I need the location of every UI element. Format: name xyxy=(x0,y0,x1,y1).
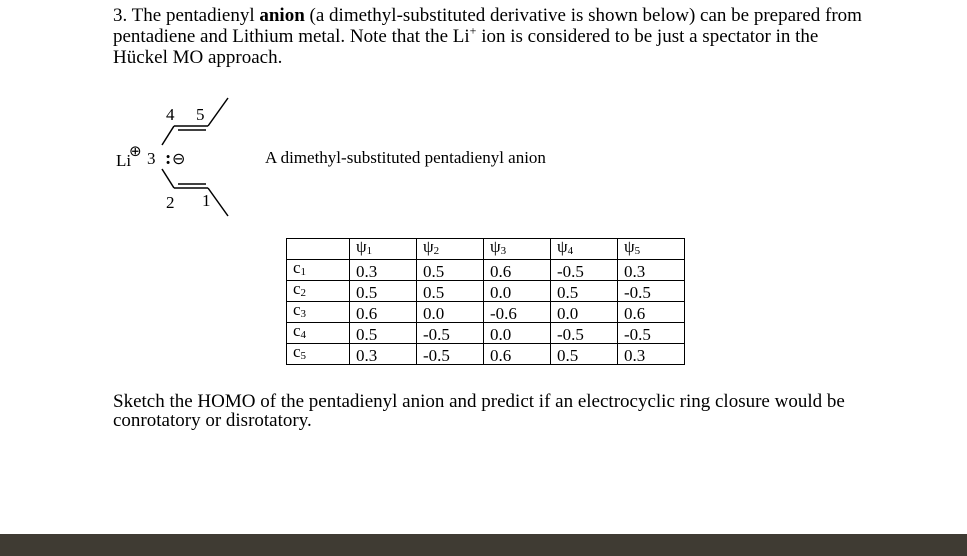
table-cell: 0.6 xyxy=(618,302,685,323)
bond-3-2 xyxy=(162,169,174,188)
table-cell: 0.5 xyxy=(551,281,618,302)
table-corner-cell xyxy=(287,239,350,260)
table-cell: 0.5 xyxy=(551,344,618,365)
table-cell: 0.6 xyxy=(484,344,551,365)
charge-superscript: + xyxy=(469,23,477,38)
question-text-end: ion is considered to be just a spectator in the Hückel MO approach. xyxy=(113,26,819,68)
table-cell: -0.5 xyxy=(417,344,484,365)
atom-label-4: 4 xyxy=(166,105,175,124)
followup-question: Sketch the HOMO of the pentadienyl anion and predict if an electrocyclic ring closure would be conrotatory or disrotatory. xyxy=(113,391,845,431)
column-header-psi-1: ψ1 xyxy=(350,239,417,260)
table-row-c4 xyxy=(287,323,685,344)
row-label-c2: c2 xyxy=(287,281,350,302)
table-cell: -0.6 xyxy=(484,302,551,323)
question-text-before: The pentadienyl xyxy=(131,5,255,26)
bond-5-methyl xyxy=(208,98,228,126)
question-bold-word: anion xyxy=(259,5,305,26)
table-cell: 0.0 xyxy=(484,281,551,302)
row-label-c5: c5 xyxy=(287,344,350,365)
table-cell: -0.5 xyxy=(618,323,685,344)
atom-label-1: 1 xyxy=(202,191,211,210)
table-cell: 0.3 xyxy=(618,260,685,281)
table-cell: 0.6 xyxy=(484,260,551,281)
table-cell: 0.5 xyxy=(350,281,417,302)
table-cell: 0.3 xyxy=(350,260,417,281)
column-header-psi-5: ψ5 xyxy=(618,239,685,260)
question-number: 3. xyxy=(113,5,128,26)
table-cell: -0.5 xyxy=(551,323,618,344)
table-cell: -0.5 xyxy=(551,260,618,281)
table-row-c5 xyxy=(287,344,685,365)
pentadienyl-anion-structure xyxy=(110,92,250,222)
table-header-row xyxy=(287,239,685,260)
table-cell: -0.5 xyxy=(618,281,685,302)
table-cell: 0.5 xyxy=(417,281,484,302)
structure-caption: A dimethyl-substituted pentadienyl anion xyxy=(265,148,546,167)
table-cell: 0.5 xyxy=(350,323,417,344)
atom-label-2: 2 xyxy=(166,193,175,212)
table-row-c2 xyxy=(287,281,685,302)
table-cell: 0.0 xyxy=(417,302,484,323)
atom-label-5: 5 xyxy=(196,105,205,124)
table-cell: 0.0 xyxy=(551,302,618,323)
table-row-c1 xyxy=(287,260,685,281)
positive-charge-icon: ⊕ xyxy=(129,142,142,160)
lone-pair-icon: : xyxy=(165,148,172,169)
table-cell: -0.5 xyxy=(417,323,484,344)
question-text xyxy=(113,5,873,68)
table-cell: 0.3 xyxy=(618,344,685,365)
table-cell: 0.6 xyxy=(350,302,417,323)
column-header-psi-2: ψ2 xyxy=(417,239,484,260)
table-row-c3 xyxy=(287,302,685,323)
table-cell: 0.3 xyxy=(350,344,417,365)
lithium-label: Li xyxy=(116,151,132,170)
row-label-c3: c3 xyxy=(287,302,350,323)
bond-3-4 xyxy=(162,126,174,145)
footer-bar xyxy=(0,534,967,556)
atom-label-3: 3 xyxy=(147,149,156,168)
column-header-psi-3: ψ3 xyxy=(484,239,551,260)
bond-1-methyl xyxy=(208,188,228,216)
row-label-c1: c1 xyxy=(287,260,350,281)
question-text-after: (a dimethyl-substituted derivative is shown below) can be prepared from pentadiene and Lithium metal. Note that the Li xyxy=(113,5,862,47)
row-label-c4: c4 xyxy=(287,323,350,344)
mo-coefficient-table xyxy=(286,238,685,365)
table-cell: 0.0 xyxy=(484,323,551,344)
table-cell: 0.5 xyxy=(417,260,484,281)
negative-charge-icon: ⊖ xyxy=(172,149,186,168)
column-header-psi-4: ψ4 xyxy=(551,239,618,260)
